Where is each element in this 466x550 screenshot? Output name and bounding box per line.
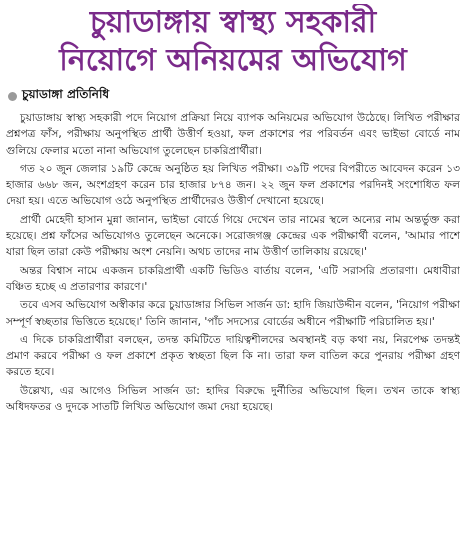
byline-text: চুয়াডাঙ্গা প্রতিনিধি xyxy=(22,87,110,101)
paragraph-1: চুয়াডাঙ্গায় স্বাস্থ্য সহকারী পদে নিয়োগ প্রক্রিয়া নিয়ে ব্যাপক অনিয়মের অভিযোগ উঠেছে। লিখিত পরীক্ষার প্রশ্নপত্র ফাঁস, পরীক্ষায় অনুপস্থিত প্রার্থী উত্তীর্ণ হওয়া, ফল প্রকাশের পর পরিবর্তন এবং ভাইভা বোর্ডে নাম গুলিয়ে ফেলার মতো নানা অভিযোগ তুলেছেন চাকরিপ্রার্থীরা। xyxy=(6,112,460,157)
paragraph-4: অন্তর বিশ্বাস নামে একজন চাকরিপ্রার্থী একটি ভিডিও বার্তায় বলেন, 'এটি সরাসরি প্রতারণা। মেধাবীরা বঞ্চিত হচ্ছে এ প্রতারণার কারণে।' xyxy=(6,264,460,293)
paragraph-3: প্রার্থী মেহেদী হাসান মুন্না জানান, ভাইভা বোর্ডে গিয়ে দেখেন তার নামের স্থলে অন্যের নাম অন্তর্ভুক্ত করা হয়েছে। প্রশ্ন ফাঁসের অভিযোগও তুলেছেন অনেকে। সরোজগঞ্জ কেন্দ্রের এক পরীক্ষার্থী বলেন, 'আমার পাশে যারা ছিল তারা কেউ পরীক্ষায় অংশ নেয়নি। অথচ তাদের নাম উত্তীর্ণ তালিকায় রয়েছে।' xyxy=(6,213,460,259)
article-body xyxy=(6,110,460,415)
headline-line-1: চুয়াডাঙ্গায় স্বাস্থ্য সহকারী xyxy=(89,5,377,40)
paragraph-2: গত ২০ জুন জেলার ১৯টি কেন্দ্রে অনুষ্ঠিত হয় লিখিত পরীক্ষা। ৩৯টি পদের বিপরীতে আবেদন করেন ১৩ হাজার ৬৬৮ জন, অংশগ্রহণ করেন চার হাজার ৮৭৪ জন। ২২ জুন ফল প্রকাশের পরদিনই সংশোধিত ফল দেয়া হয়। এতে অভিযোগ ওঠে অনুপস্থিত প্রার্থীদেরও উত্তীর্ণ দেখানো হয়েছে। xyxy=(6,162,460,208)
news-clipping xyxy=(6,4,460,546)
headline xyxy=(6,4,460,84)
byline xyxy=(8,86,460,106)
headline-line-2: নিয়োগে অনিয়মের অভিযোগ xyxy=(59,43,407,78)
paragraph-6: এ দিকে চাকরিপ্রার্থীরা বলছেন, তদন্ত কমিটিতে দায়িত্বশীলদের অবস্থানই বড় কথা নয়, নিরপেক্ষ তদন্তই প্রমাণ করবে পরীক্ষা ও ফল প্রকাশে প্রকৃত স্বচ্ছতা ছিল কি না। তারা ফল বাতিল করে পুনরায় পরীক্ষা গ্রহণ করতে হবে। xyxy=(6,333,460,379)
paragraph-5: তবে এসব অভিযোগ অস্বীকার করে চুয়াডাঙ্গার সিভিল সার্জন ডা: হাদি জিয়াউদ্দীন বলেন, 'নিয়োগ পরীক্ষা সম্পূর্ণ স্বচ্ছতার ভিত্তিতে হয়েছে।' তিনি জানান, 'পাঁচ সদস্যের বোর্ডের অধীনে পরীক্ষাটি পরিচালিত হয়।' xyxy=(6,299,460,328)
paragraph-7: উল্লেখ্য, এর আগেও সিভিল সার্জন ডা: হাদির বিরুদ্ধে দুর্নীতির অভিযোগ ছিল। তখন তাকে স্বাস্থ্য অধিদফতর ও দুদকে সাতটি লিখিত অভিযোগ জমা দেয়া হয়েছে। xyxy=(6,384,460,414)
bullet-icon xyxy=(8,92,17,101)
